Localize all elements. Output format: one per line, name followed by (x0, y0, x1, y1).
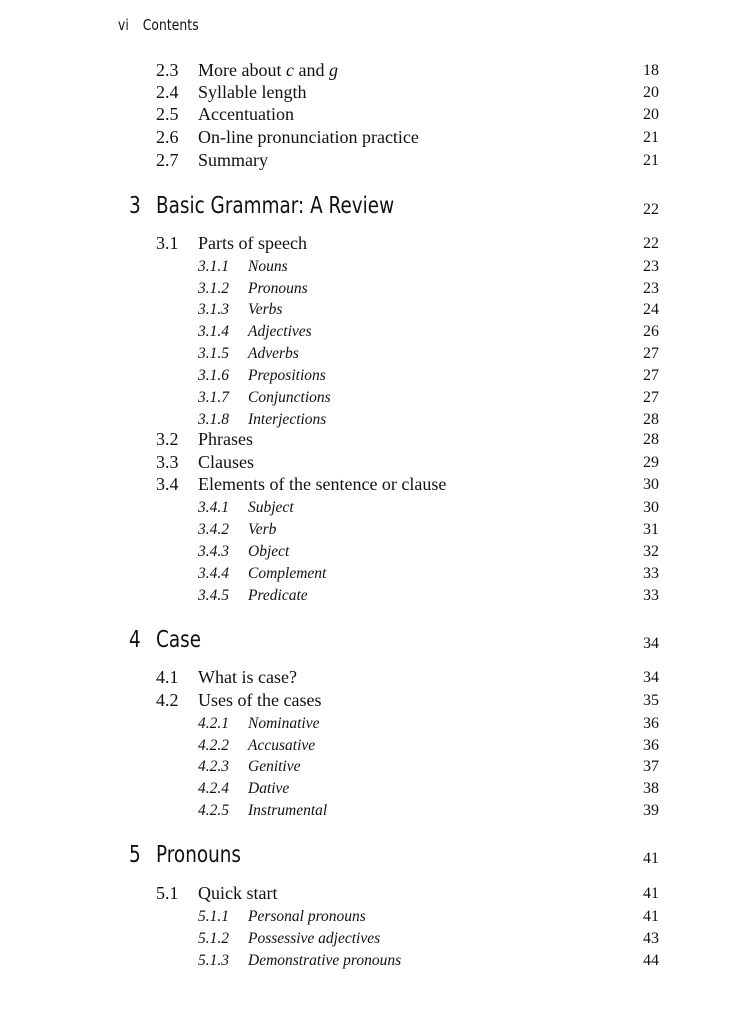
toc-entry-title: Accentuation (198, 104, 294, 124)
toc-entry-title: Complement (248, 565, 327, 582)
toc-entry-title: Object (248, 543, 290, 560)
toc-entry-page: 22 (643, 201, 659, 218)
toc-entry-title: Nominative (248, 715, 320, 732)
toc-entry-page: 41 (643, 850, 659, 867)
toc-entry-page: 26 (643, 323, 659, 340)
toc-entry-page: 28 (643, 431, 659, 448)
toc-entry-page: 27 (643, 345, 659, 362)
toc-section-row (0, 452, 735, 474)
toc-subsection-row (0, 520, 735, 542)
toc-entry-title: Pronouns (156, 842, 242, 868)
toc-subsection-row (0, 801, 735, 823)
toc-entry-title: Instrumental (248, 802, 328, 819)
toc-section-row (0, 667, 735, 689)
toc-entry-number: 5.1.1 (198, 908, 229, 925)
toc-entry-number: 5.1 (156, 883, 179, 903)
toc-section-row (0, 883, 735, 905)
toc-section-row (0, 82, 735, 104)
toc-entry-page: 43 (643, 930, 659, 947)
toc-entry-page: 38 (643, 780, 659, 797)
toc-entry-number: 4.2 (156, 690, 179, 710)
toc-entry-number: 3.1.2 (198, 280, 229, 297)
toc-entry-number: 4.2.4 (198, 780, 229, 797)
toc-entry-number: 4.2.5 (198, 802, 229, 819)
toc-entry-number: 3.4.2 (198, 521, 229, 538)
toc-entry-title: Predicate (248, 587, 308, 604)
toc-entry-number: 4.1 (156, 667, 179, 687)
toc-entry-page: 33 (643, 587, 659, 604)
toc-subsection-row (0, 257, 735, 279)
toc-entry-number: 3.1.4 (198, 323, 229, 340)
toc-entry-title: Conjunctions (248, 389, 331, 406)
toc-entry-number: 5 (129, 842, 141, 868)
toc-section-row (0, 233, 735, 255)
toc-entry-number: 2.6 (156, 127, 179, 147)
toc-entry-page: 41 (643, 908, 659, 925)
toc-section-row (0, 127, 735, 149)
toc-subsection-row (0, 300, 735, 322)
toc-entry-page: 34 (643, 669, 659, 686)
toc-entry-number: 2.3 (156, 60, 179, 80)
toc-entry-number: 3.1.3 (198, 301, 229, 318)
toc-entry-title: Elements of the sentence or clause (198, 474, 447, 494)
toc-entry-number: 3.1.6 (198, 367, 229, 384)
toc-subsection-row (0, 366, 735, 388)
toc-subsection-row (0, 322, 735, 344)
toc-entry-number: 3.4.5 (198, 587, 229, 604)
toc-entry-title: Basic Grammar: A Review (156, 193, 395, 219)
toc-entry-page: 35 (643, 692, 659, 709)
toc-section-row (0, 150, 735, 172)
toc-entry-page: 29 (643, 454, 659, 471)
page-number: vi (118, 16, 129, 34)
toc-chapter-row (0, 842, 735, 872)
toc-subsection-row (0, 279, 735, 301)
toc-entry-title: Adjectives (248, 323, 312, 340)
toc-entry-page: 36 (643, 715, 659, 732)
toc-entry-number: 5.1.2 (198, 930, 229, 947)
toc-entry-number: 3.1.1 (198, 258, 229, 275)
toc-entry-title (198, 60, 338, 81)
toc-entry-page: 32 (643, 543, 659, 560)
toc-entry-title: Accusative (248, 737, 316, 754)
toc-entry-title: Phrases (198, 429, 253, 449)
toc-subsection-row (0, 951, 735, 973)
toc-entry-page: 27 (643, 389, 659, 406)
toc-entry-title: Uses of the cases (198, 690, 322, 710)
toc-entry-page: 24 (643, 301, 659, 318)
toc-entry-page: 36 (643, 737, 659, 754)
toc-entry-page: 23 (643, 258, 659, 275)
toc-entry-page: 18 (643, 62, 659, 79)
toc-entry-title: Adverbs (248, 345, 299, 362)
toc-entry-title: Interjections (248, 411, 327, 428)
toc-entry-number: 3 (129, 193, 141, 219)
toc-section-row (0, 429, 735, 451)
toc-chapter-row (0, 193, 735, 223)
toc-section-row (0, 60, 735, 82)
toc-entry-page: 39 (643, 802, 659, 819)
toc-entry-number: 4 (129, 627, 141, 653)
toc-entry-page: 44 (643, 952, 659, 969)
toc-entry-number: 2.7 (156, 150, 179, 170)
toc-entry-page: 21 (643, 152, 659, 169)
toc-entry-page: 33 (643, 565, 659, 582)
toc-entry-title: Nouns (248, 258, 288, 275)
toc-entry-number: 3.4.1 (198, 499, 229, 516)
toc-entry-page: 30 (643, 476, 659, 493)
toc-entry-title: Subject (248, 499, 294, 516)
toc-entry-title: Case (156, 627, 202, 653)
toc-entry-number: 4.2.1 (198, 715, 229, 732)
toc-entry-title: Syllable length (198, 82, 307, 102)
toc-entry-title: Dative (248, 780, 290, 797)
toc-entry-number: 3.3 (156, 452, 179, 472)
toc-entry-page: 20 (643, 106, 659, 123)
toc-entry-number: 2.5 (156, 104, 179, 124)
running-title: Contents (142, 16, 199, 34)
toc-entry-title: Personal pronouns (248, 908, 366, 925)
toc-subsection-row (0, 757, 735, 779)
toc-entry-title: Pronouns (248, 280, 308, 297)
toc-entry-page: 22 (643, 235, 659, 252)
toc-entry-title: Verb (248, 521, 277, 538)
toc-subsection-row (0, 344, 735, 366)
toc-entry-page: 21 (643, 129, 659, 146)
toc-entry-title-part: c (285, 60, 294, 80)
toc-subsection-row (0, 388, 735, 410)
toc-entry-title: Genitive (248, 758, 301, 775)
toc-entry-number: 4.2.2 (198, 737, 229, 754)
toc-subsection-row (0, 542, 735, 564)
toc-entry-number: 3.2 (156, 429, 179, 449)
toc-entry-page: 34 (643, 635, 659, 652)
toc-chapter-row (0, 627, 735, 657)
running-header (118, 16, 199, 34)
toc-entry-title: Demonstrative pronouns (248, 952, 402, 969)
toc-entry-title: Possessive adjectives (248, 930, 381, 947)
toc-entry-title: On-line pronunciation practice (198, 127, 419, 147)
toc-entry-page: 20 (643, 84, 659, 101)
toc-subsection-row (0, 714, 735, 736)
toc-section-row (0, 474, 735, 496)
toc-entry-number: 3.1.8 (198, 411, 229, 428)
toc-entry-title-part: and (293, 60, 329, 80)
toc-entry-title: Parts of speech (198, 233, 307, 253)
toc-entry-page: 41 (643, 885, 659, 902)
toc-subsection-row (0, 498, 735, 520)
toc-entry-number: 3.1.7 (198, 389, 229, 406)
toc-entry-page: 27 (643, 367, 659, 384)
toc-entry-number: 3.1.5 (198, 345, 229, 362)
toc-entry-page: 30 (643, 499, 659, 516)
toc-entry-title: Prepositions (248, 367, 326, 384)
toc-entry-title: Clauses (198, 452, 254, 472)
toc-entry-title: What is case? (198, 667, 297, 687)
toc-entry-page: 23 (643, 280, 659, 297)
toc-entry-number: 2.4 (156, 82, 179, 102)
toc-entry-number: 3.4 (156, 474, 179, 494)
toc-section-row (0, 690, 735, 712)
toc-entry-title-part: g (328, 60, 338, 80)
toc-subsection-row (0, 586, 735, 608)
toc-entry-title-part: More about (198, 60, 286, 80)
toc-entry-page: 37 (643, 758, 659, 775)
toc-entry-number: 3.4.3 (198, 543, 229, 560)
toc-subsection-row (0, 736, 735, 758)
toc-subsection-row (0, 907, 735, 929)
toc-entry-number: 5.1.3 (198, 952, 229, 969)
toc-subsection-row (0, 779, 735, 801)
toc-entry-page: 31 (643, 521, 659, 538)
toc-subsection-row (0, 929, 735, 951)
toc-entry-page: 28 (643, 411, 659, 428)
toc-section-row (0, 104, 735, 126)
toc-subsection-row (0, 564, 735, 586)
toc-entry-title: Summary (198, 150, 268, 170)
toc-entry-number: 3.4.4 (198, 565, 229, 582)
toc-entry-number: 4.2.3 (198, 758, 229, 775)
toc-entry-title: Quick start (198, 883, 278, 903)
toc-entry-number: 3.1 (156, 233, 179, 253)
toc-entry-title: Verbs (248, 301, 283, 318)
